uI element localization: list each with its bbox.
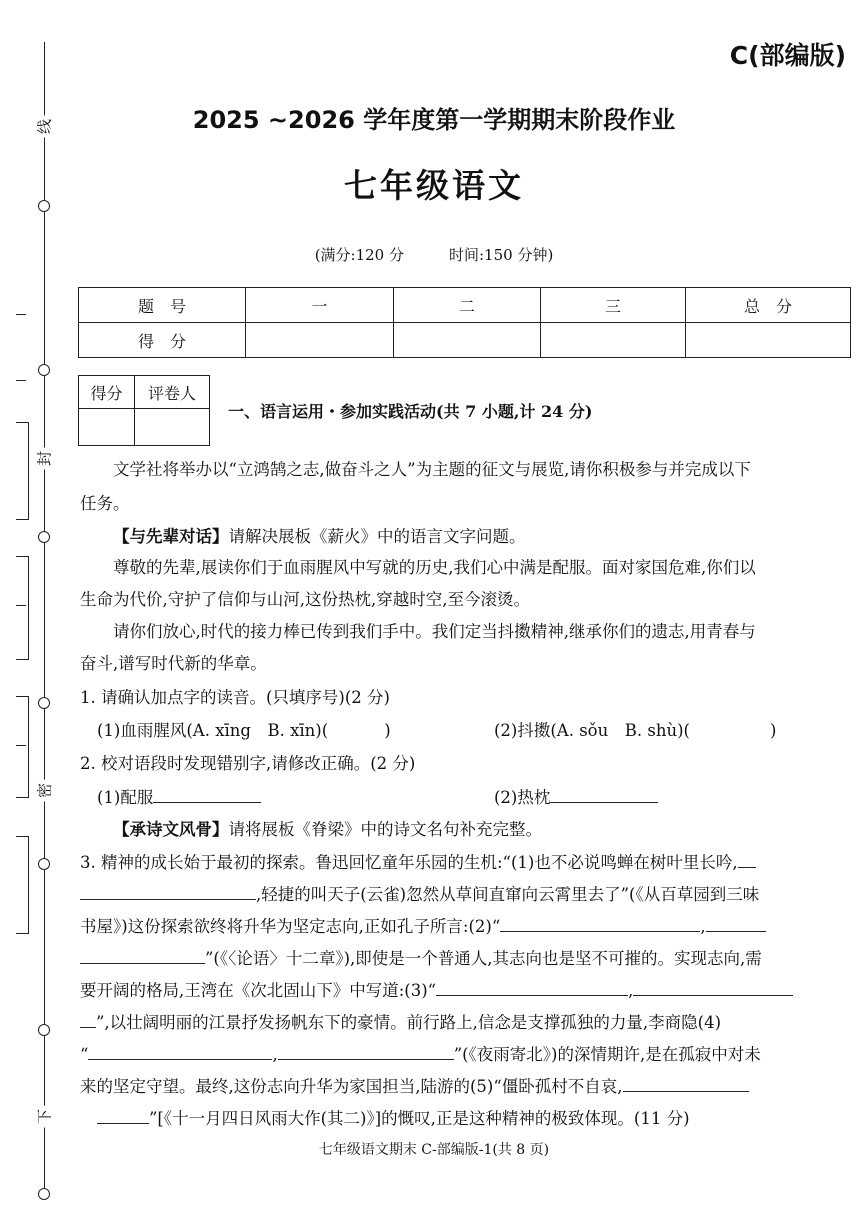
grader-name-label: 评卷人 bbox=[135, 376, 210, 409]
q1-item-text: (1)血雨腥风(A. xīng B. xīn)( bbox=[97, 721, 329, 740]
binding-tick bbox=[16, 314, 26, 315]
passage-line: 奋斗,谱写时代新的华章。 bbox=[80, 654, 267, 673]
answer-blank[interactable] bbox=[738, 851, 756, 868]
task-heading bbox=[113, 527, 526, 547]
answer-blank[interactable] bbox=[80, 1011, 96, 1028]
score-table-header: 总 分 bbox=[686, 288, 851, 323]
score-row-label: 得 分 bbox=[79, 323, 246, 358]
q3-text: ,轻捷的叫天子(云雀)忽然从草间直窜向云霄里去了”(《从百草园到三味 bbox=[256, 885, 760, 904]
q3-text: , bbox=[700, 917, 706, 936]
task-text: 请将展板《脊梁》中的诗文名句补充完整。 bbox=[228, 820, 542, 839]
q3-text: ”(《〈论语〉十二章》),即使是一个普通人,其志向也是坚不可摧的。实现志向,需 bbox=[205, 949, 762, 968]
score-table-score-row bbox=[79, 323, 851, 358]
answer-blank[interactable] bbox=[550, 786, 658, 803]
q3-text: , bbox=[628, 981, 634, 1000]
binding-tick bbox=[16, 380, 26, 381]
binding-bracket bbox=[16, 696, 29, 798]
question-line bbox=[97, 1107, 690, 1129]
q3-text: “ bbox=[80, 1045, 89, 1064]
score-table-header: 三 bbox=[541, 288, 686, 323]
binding-tick bbox=[16, 605, 26, 606]
question-item bbox=[97, 786, 261, 808]
question-line bbox=[80, 979, 793, 1001]
q3-text: ”[《十一月四日风雨大作(其二)》]的慨叹,正是这种精神的极致体现。(11 分) bbox=[149, 1109, 690, 1128]
intro-line: 任务。 bbox=[80, 494, 130, 513]
score-cell[interactable] bbox=[541, 323, 686, 358]
answer-blank[interactable] bbox=[97, 1107, 149, 1124]
q3-text: 书屋》)这份探索欲终将升华为坚定志向,正如孔子所言:(2)“ bbox=[80, 917, 501, 936]
score-table-header-row bbox=[79, 288, 851, 323]
q1-item-text: (2)抖擞(A. sǒu B. shù)( bbox=[494, 721, 690, 740]
binding-char-line: 线 bbox=[34, 116, 55, 138]
task-label: 【与先辈对话】 bbox=[113, 527, 229, 546]
grader-table bbox=[78, 375, 210, 446]
question-stem: 1. 请确认加点字的读音。(只填序号)(2 分) bbox=[80, 688, 390, 707]
edition-label: C(部编版) bbox=[729, 41, 846, 70]
q2-item-text: (1)配服 bbox=[97, 788, 154, 807]
score-cell[interactable] bbox=[246, 323, 394, 358]
binding-circle bbox=[38, 364, 50, 376]
passage-line: 尊敬的先辈,展读你们于血雨腥风中写就的历史,我们心中满是配服。面对家国危难,你们以 bbox=[113, 558, 756, 577]
page-title: 七年级语文 bbox=[344, 166, 524, 205]
answer-blank[interactable] bbox=[706, 915, 766, 932]
grader-name-cell[interactable] bbox=[135, 409, 210, 446]
question-line bbox=[80, 883, 759, 905]
question-stem: 2. 校对语段时发现错别字,请修改正确。(2 分) bbox=[80, 754, 416, 773]
question-line bbox=[80, 947, 762, 969]
q1-item-close: ) bbox=[769, 721, 777, 740]
answer-blank[interactable] bbox=[153, 786, 261, 803]
task-text: 请解决展板《薪火》中的语言文字问题。 bbox=[228, 527, 526, 546]
passage-line: 生命为代价,守护了信仰与山河,这份热枕,穿越时空,至今滚烫。 bbox=[80, 590, 530, 609]
question-item bbox=[494, 786, 658, 808]
score-table bbox=[78, 287, 851, 358]
binding-char-seal: 封 bbox=[34, 448, 55, 470]
binding-circle bbox=[38, 1188, 50, 1200]
question-line bbox=[80, 1043, 761, 1065]
binding-circle bbox=[38, 858, 50, 870]
question-line bbox=[80, 1075, 749, 1097]
year-title: 2025 ~2026 学年度第一学期期末阶段作业 bbox=[192, 106, 676, 134]
binding-circle bbox=[38, 1024, 50, 1036]
question-item bbox=[494, 720, 776, 741]
passage-line: 请你们放心,时代的接力棒已传到我们手中。我们定当抖擞精神,继承你们的遗志,用青春与 bbox=[113, 622, 756, 641]
q3-text: 来的坚定守望。最终,这份志向升华为家国担当,陆游的(5)“僵卧孤村不自哀, bbox=[80, 1077, 623, 1096]
exam-info: (满分:120 分 时间:150 分钟) bbox=[314, 246, 554, 264]
answer-blank[interactable] bbox=[328, 720, 384, 736]
question-line bbox=[80, 851, 756, 873]
binding-circle bbox=[38, 531, 50, 543]
answer-blank[interactable] bbox=[88, 1043, 272, 1060]
answer-blank[interactable] bbox=[623, 1075, 749, 1092]
score-cell[interactable] bbox=[394, 323, 541, 358]
question-item bbox=[97, 720, 391, 741]
grader-score-cell[interactable] bbox=[79, 409, 135, 446]
q3-text: ”(《夜雨寄北》)的深情期许,是在孤寂中对未 bbox=[453, 1045, 761, 1064]
task-heading bbox=[113, 820, 542, 840]
q3-text: 要开阔的格局,王湾在《次北固山下》中写道:(3)“ bbox=[80, 981, 437, 1000]
q3-text: ”,以壮阔明丽的江景抒发扬帆东下的豪情。前行路上,信念是支撑孤独的力量,李商隐(4) bbox=[96, 1013, 722, 1032]
question-line bbox=[80, 1011, 721, 1033]
binding-circle bbox=[38, 697, 50, 709]
q3-text: , bbox=[272, 1045, 278, 1064]
q1-item-close: ) bbox=[384, 721, 391, 740]
binding-char-below: 下 bbox=[34, 1106, 55, 1128]
binding-bracket bbox=[16, 836, 29, 934]
answer-blank[interactable] bbox=[436, 979, 628, 996]
q3-text: 3. 精神的成长始于最初的探索。鲁迅回忆童年乐园的生机:“(1)也不必说鸣蝉在树叶里长吟, bbox=[80, 853, 738, 872]
score-cell[interactable] bbox=[686, 323, 851, 358]
binding-char-secret: 密 bbox=[34, 780, 55, 802]
answer-blank[interactable] bbox=[500, 915, 700, 932]
grader-score-label: 得分 bbox=[79, 376, 135, 409]
score-table-header: 一 bbox=[246, 288, 394, 323]
score-table-header: 二 bbox=[394, 288, 541, 323]
answer-blank[interactable] bbox=[633, 979, 793, 996]
q2-item-text: (2)热枕 bbox=[494, 788, 551, 807]
task-label: 【承诗文风骨】 bbox=[113, 820, 229, 839]
binding-bracket bbox=[16, 556, 29, 660]
answer-blank[interactable] bbox=[278, 1043, 454, 1060]
binding-tick bbox=[16, 745, 26, 746]
score-table-header: 题 号 bbox=[79, 288, 246, 323]
binding-bracket bbox=[16, 422, 29, 520]
question-line bbox=[80, 915, 766, 937]
answer-blank[interactable] bbox=[690, 720, 770, 736]
answer-blank[interactable] bbox=[80, 883, 256, 900]
answer-blank[interactable] bbox=[80, 947, 205, 964]
intro-line: 文学社将举办以“立鸿鹄之志,做奋斗之人”为主题的征文与展览,请你积极参与并完成以下 bbox=[113, 460, 751, 479]
page-footer: 七年级语文期末 C-部编版-1(共 8 页) bbox=[318, 1142, 550, 1158]
section-title: 一、语言运用・参加实践活动(共 7 小题,计 24 分) bbox=[228, 402, 593, 421]
